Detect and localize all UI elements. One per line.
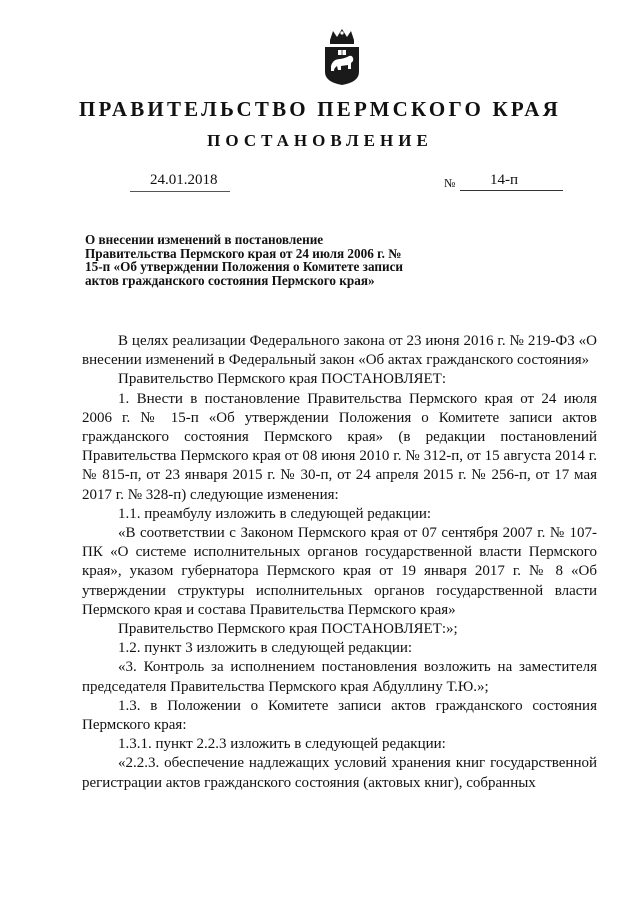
paragraph: «В соответствии с Законом Пермского края от 07 сентября 2007 г. № 107-ПК «О системе исполнительных органов государственной власти Пермского края», указом губернатора Пермского края от 19 января 2017 г. № 8 «Об утверждении структуры исполнительных органов государственной власти Пермского края и состава Правительства Пермского края» xyxy=(82,525,597,618)
paragraph: 1.3. в Положении о Комитете записи актов гражданского состояния Пермского края: xyxy=(82,697,597,734)
document-number: 14-п xyxy=(490,172,519,188)
paragraph: 1. Внести в постановление Правительства Пермского края от 24 июля 2006 г. № 15-п «Об утверждении Положения о Комитете записи актов гражданского состояния Пермского края» (в редакции постановлений Правительства Пермского края от 08 июня 2010 г. № 312-п, от 15 августа 2014 г. № 815-п, от 23 января 2015 г. № 30-п, от 24 апреля 2015 г. № 256-п, от 17 мая 2017 г. № 328-п) следующие изменения: xyxy=(82,390,597,503)
document-heading: О внесении изменений в постановление Правительства Пермского края от 24 июля 2006 г. № 15-п «Об утверждении Положения о Комитете записи актов гражданского состояния Пермского края» xyxy=(85,232,404,288)
paragraph: 1.2. пункт 3 изложить в следующей редакции: xyxy=(118,640,413,657)
paragraph: «3. Контроль за исполнением постановления возложить на заместителя председателя Правительства Пермского края Абдуллину Т.Ю.»; xyxy=(82,659,597,695)
document-date: 24.01.2018 xyxy=(150,172,218,188)
paragraph: «2.2.3. обеспечение надлежащих условий хранения книг государственной регистрации актов гражданского состояния (актовых книг), собранных xyxy=(82,755,597,791)
number-sign: № xyxy=(444,176,456,190)
government-title: ПРАВИТЕЛЬСТВО ПЕРМСКОГО КРАЯ xyxy=(78,97,561,121)
date-underline xyxy=(130,191,230,192)
document-body xyxy=(82,332,597,793)
coat-of-arms-icon xyxy=(324,28,360,86)
number-underline xyxy=(460,190,563,191)
paragraph: Правительство Пермского края ПОСТАНОВЛЯЕТ: xyxy=(118,371,447,388)
paragraph: 1.3.1. пункт 2.2.3 изложить в следующей редакции: xyxy=(118,736,446,753)
paragraph: 1.1. преамбулу изложить в следующей редакции: xyxy=(118,505,432,522)
paragraph: В целях реализации Федерального закона от 23 июня 2016 г. № 219-ФЗ «О внесении изменений в Федеральный закон «Об актах гражданского состояния» xyxy=(82,333,597,369)
document-type-title: ПОСТАНОВЛЕНИЕ xyxy=(207,131,433,150)
paragraph: Правительство Пермского края ПОСТАНОВЛЯЕТ:»; xyxy=(118,621,458,638)
